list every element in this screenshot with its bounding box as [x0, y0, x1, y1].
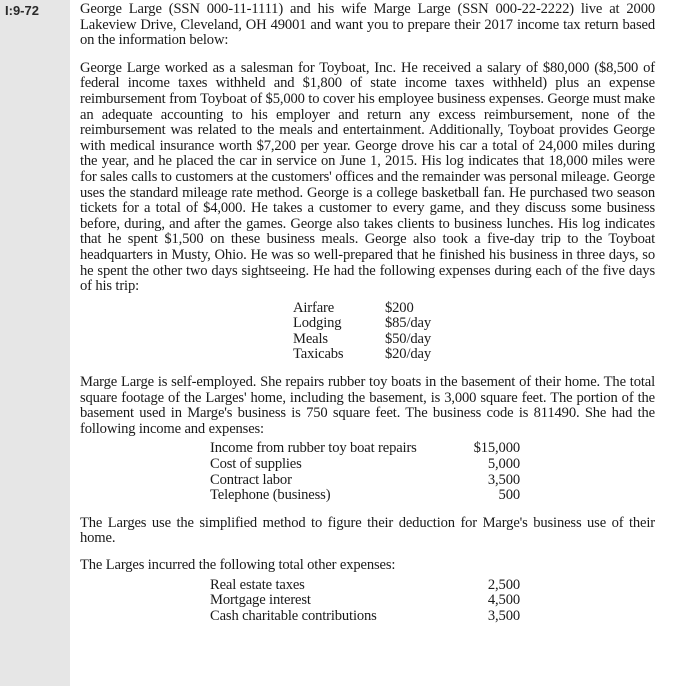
business-item-label: Contract labor: [210, 471, 292, 488]
table-row: [210, 457, 520, 473]
other-expenses-intro: The Larges incurred the following total other expenses:: [80, 557, 396, 573]
other-expense-value: 4,500: [487, 592, 520, 609]
other-expense-value: 2,500: [487, 576, 520, 593]
other-expenses-table: [210, 578, 520, 625]
problem-text: [80, 2, 655, 624]
business-item-label: Income from rubber toy boat repairs: [210, 440, 417, 457]
business-item-value: 5,000: [487, 456, 520, 473]
trip-expense-value: $50/day: [385, 330, 431, 347]
table-row: [210, 473, 520, 489]
table-row: [293, 301, 431, 317]
table-row: [210, 578, 520, 594]
other-expense-label: Real estate taxes: [210, 576, 305, 593]
george-paragraph: George Large worked as a salesman for Toyboat, Inc. He received a salary of $80,000 ($8,500 of federal income taxes withheld and $1,800 of state income taxes withheld) plus an expense reimbursement from Toyboat of $5,000 to cover his employee business expenses. George must make an adequate accounting to his employer and return any excess reimbursement, none of the reimbursement was related to the meals and entertainment. Additionally, Toyboat provides George with medical insurance worth $7,200 per year. George drove his car a total of 24,000 miles during the year, and he placed the car in service on June 1, 2015. His log indicates that 18,000 miles were for sales calls to customers at the customers' offices and the remainder was personal mileage. George uses the standard mileage rate method. George is a college basketball fan. He purchased two season tickets for a total of $4,000. He takes a customer to every game, and they discuss some business before, during, and after the games. George also takes clients to business lunches. His log indicates that he spent $1,500 on these business meals. George also took a five-day trip to the Toyboat headquarters in Musty, Ohio. He was so well-prepared that he finished his business in three days, so he spent the other two days sightseeing. He had the following expenses during each of the five days of his trip:: [80, 59, 655, 295]
business-item-label: Telephone (business): [210, 487, 331, 504]
table-row: [210, 609, 520, 625]
business-item-label: Cost of supplies: [210, 456, 302, 473]
problem-sidebar: [0, 0, 70, 686]
business-item-value: 3,500: [487, 471, 520, 488]
trip-expense-value: $200: [385, 299, 414, 316]
problem-number: I:9-72: [5, 3, 39, 18]
business-items-table: [210, 441, 520, 503]
table-row: [293, 332, 431, 348]
other-expense-label: Mortgage interest: [210, 592, 311, 609]
other-expense-value: 3,500: [487, 607, 520, 624]
table-row: [293, 316, 431, 332]
table-row: [210, 441, 520, 457]
trip-expense-value: $20/day: [385, 346, 431, 363]
trip-expense-label: Lodging: [293, 315, 342, 332]
business-item-value: 500: [498, 487, 520, 504]
table-row: [210, 593, 520, 609]
trip-expense-label: Taxicabs: [293, 346, 344, 363]
marge-paragraph: Marge Large is self-employed. She repairs rubber toy boats in the basement of their home. The total square footage of the Larges' home, including the basement, is 3,000 square feet. The portion of the basement used in Marge's business is 750 square feet. The business code is 811490. She had the following income and expenses:: [80, 374, 655, 437]
other-expense-label: Cash charitable contributions: [210, 607, 377, 624]
trip-expense-label: Airfare: [293, 299, 335, 316]
business-item-value: $15,000: [473, 440, 520, 457]
trip-expense-value: $85/day: [385, 315, 431, 332]
table-row: [293, 347, 431, 363]
table-row: [210, 488, 520, 504]
trip-expenses-table: [293, 301, 431, 363]
simplified-method-paragraph: The Larges use the simplified method to figure their deduction for Marge's business use of their home.: [80, 514, 655, 547]
trip-expense-label: Meals: [293, 330, 328, 347]
intro-paragraph: George Large (SSN 000-11-1111) and his wife Marge Large (SSN 000-22-2222) live at 2000 Lakeview Drive, Cleveland, OH 49001 and want you to prepare their 2017 income tax return based on the information below:: [80, 1, 655, 49]
